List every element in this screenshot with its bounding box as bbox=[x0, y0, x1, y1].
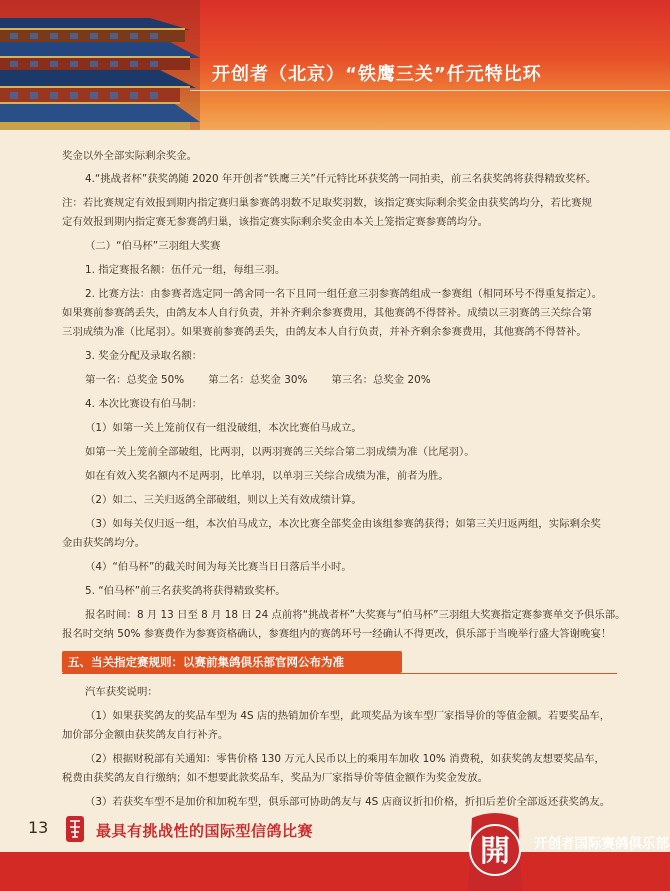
paragraph-line: 奖金以外全部实际剩余奖金。 bbox=[62, 150, 198, 162]
paragraph-line: （3）如每关仅归返一组，本次伯马成立，本次比赛全部奖金由该组参赛鸽获得；如第三关归返两组，实际剩余奖 bbox=[85, 518, 601, 530]
registration-line: 报名时交纳 50% 参赛费作为参赛资格确认，参赛组内的赛鸽环号一经确认不得更改，俱乐部于当晚举行盛大答谢晚宴！ bbox=[62, 628, 612, 640]
paragraph-line: 5. “伯马杯”前三名获奖鸽将获得精致奖杯。 bbox=[85, 585, 286, 597]
paragraph-line: 税费由获奖鸽友自行缴纳；如不想要此款奖品车，奖品为厂家指导价等值金额作为奖金发放。 bbox=[62, 772, 489, 784]
club-seal-icon bbox=[464, 810, 526, 891]
registration-line: 报名时间：8 月 13 日至 8 月 18 日 24 点前将“挑战者杯”大奖赛与“伯马杯”三羽组大奖赛指定赛参赛单交予俱乐部。 bbox=[85, 609, 626, 621]
header-divider bbox=[190, 90, 670, 91]
paragraph-line: 3. 奖金分配及录取名额： bbox=[85, 350, 203, 362]
car-prize-heading: 汽车获奖说明： bbox=[85, 686, 158, 698]
paragraph-line: 4. 本次比赛设有伯马制： bbox=[85, 398, 203, 410]
section-heading-text: 五、当关指定赛规则：以赛前集鸽俱乐部官网公布为准 bbox=[68, 655, 344, 669]
section-heading bbox=[62, 651, 402, 673]
paragraph-line: （2）如二、三关归返鸽全部破组，则以上关有效成绩计算。 bbox=[85, 494, 362, 506]
club-logo-small-icon bbox=[66, 816, 84, 842]
paragraph-line: 4.“挑战者杯”获奖鸽随 2020 年开创者“铁鹰三关”仟元特比环获奖鸽一同拍卖，前三名获奖鸽将获得精致奖杯。 bbox=[85, 173, 597, 185]
temple-of-heaven-image bbox=[0, 0, 200, 130]
header-title: 开创者（北京）“铁鹰三关”仟元特比环 bbox=[212, 64, 542, 85]
paragraph-line: （3）若获奖车型不是加价和加税车型，俱乐部可协助鸽友与 4S 店商议折扣价格，折扣后差价全部返还获奖鸽友。 bbox=[85, 796, 611, 808]
paragraph-line: （1）如第一关上笼前仅有一组没破组，本次比赛伯马成立。 bbox=[85, 422, 362, 434]
club-name: 开创者国际赛鸽俱乐部 bbox=[534, 836, 669, 852]
paragraph-line: 定有效报到期内指定赛无参赛鸽归巢，该指定赛实际剩余奖金由本关上笼指定赛参赛鸽均分。 bbox=[62, 216, 489, 228]
document-body bbox=[0, 130, 670, 810]
paragraph-line: 1. 指定赛报名额：伍仟元一组，每组三羽。 bbox=[85, 264, 286, 276]
section-underline bbox=[62, 673, 617, 674]
paragraph-line: （4）“伯马杯”的截关时间为每关比赛当日日落后半小时。 bbox=[85, 561, 352, 573]
paragraph-line: 金由获奖鸽均分。 bbox=[62, 537, 146, 549]
paragraph-line: 注：若比赛规定有效报到期内指定赛归巢参赛鸽羽数不足取奖羽数，该指定赛实际剩余奖金由获奖鸽均分，若比赛规 bbox=[62, 197, 592, 209]
seal-glyph: 開 bbox=[480, 834, 510, 869]
page-footer bbox=[0, 810, 670, 891]
paragraph-line: 如果赛前参赛鸽丢失，由鸽友本人自行负责，并补齐剩余参赛费用，其他赛鸽不得替补。成绩以三羽赛鸽三关综合第 bbox=[62, 307, 592, 319]
paragraph-line: 如在有效入奖名额内不足两羽，比单羽，以单羽三关综合成绩为准，前者为胜。 bbox=[85, 470, 449, 482]
paragraph-line: （2）根据财税部有关通知：零售价格 130 万元人民币以上的乘用车加收 10% 消费税，如获奖鸽友想要奖品车， bbox=[85, 753, 605, 765]
footer-band bbox=[0, 852, 670, 891]
prize-distribution: 第一名：总奖金 50% 第二名：总奖金 30% 第三名：总奖金 20% bbox=[85, 374, 431, 386]
header-banner bbox=[0, 0, 670, 130]
paragraph-line: 如第一关上笼前全部破组，比两羽，以两羽赛鸽三关综合第二羽成绩为准（比尾羽）。 bbox=[85, 446, 475, 458]
paragraph-line: 三羽成绩为准（比尾羽）。如果赛前参赛鸽丢失，由鸽友本人自行负责，并补齐剩余参赛费用，其他赛鸽不得替补。 bbox=[62, 326, 587, 338]
paragraph-line: 2. 比赛方法：由参赛者选定同一鸽舍同一名下且同一组任意三羽参赛鸽组成一参赛组（相同环号不得重复指定）。 bbox=[85, 288, 603, 300]
subsection-title: （二）“伯马杯”三羽组大奖赛 bbox=[85, 240, 221, 252]
footer-slogan: 最具有挑战性的国际型信鸽比赛 bbox=[96, 822, 314, 840]
paragraph-line: 加价部分金额由获奖鸽友自行补齐。 bbox=[62, 729, 229, 741]
page-number: 13 bbox=[28, 818, 49, 837]
paragraph-line: （1）如果获奖鸽友的奖品车型为 4S 店的热销加价车型，此项奖品为该车型厂家指导价的等值金额。若要奖品车， bbox=[85, 710, 611, 722]
